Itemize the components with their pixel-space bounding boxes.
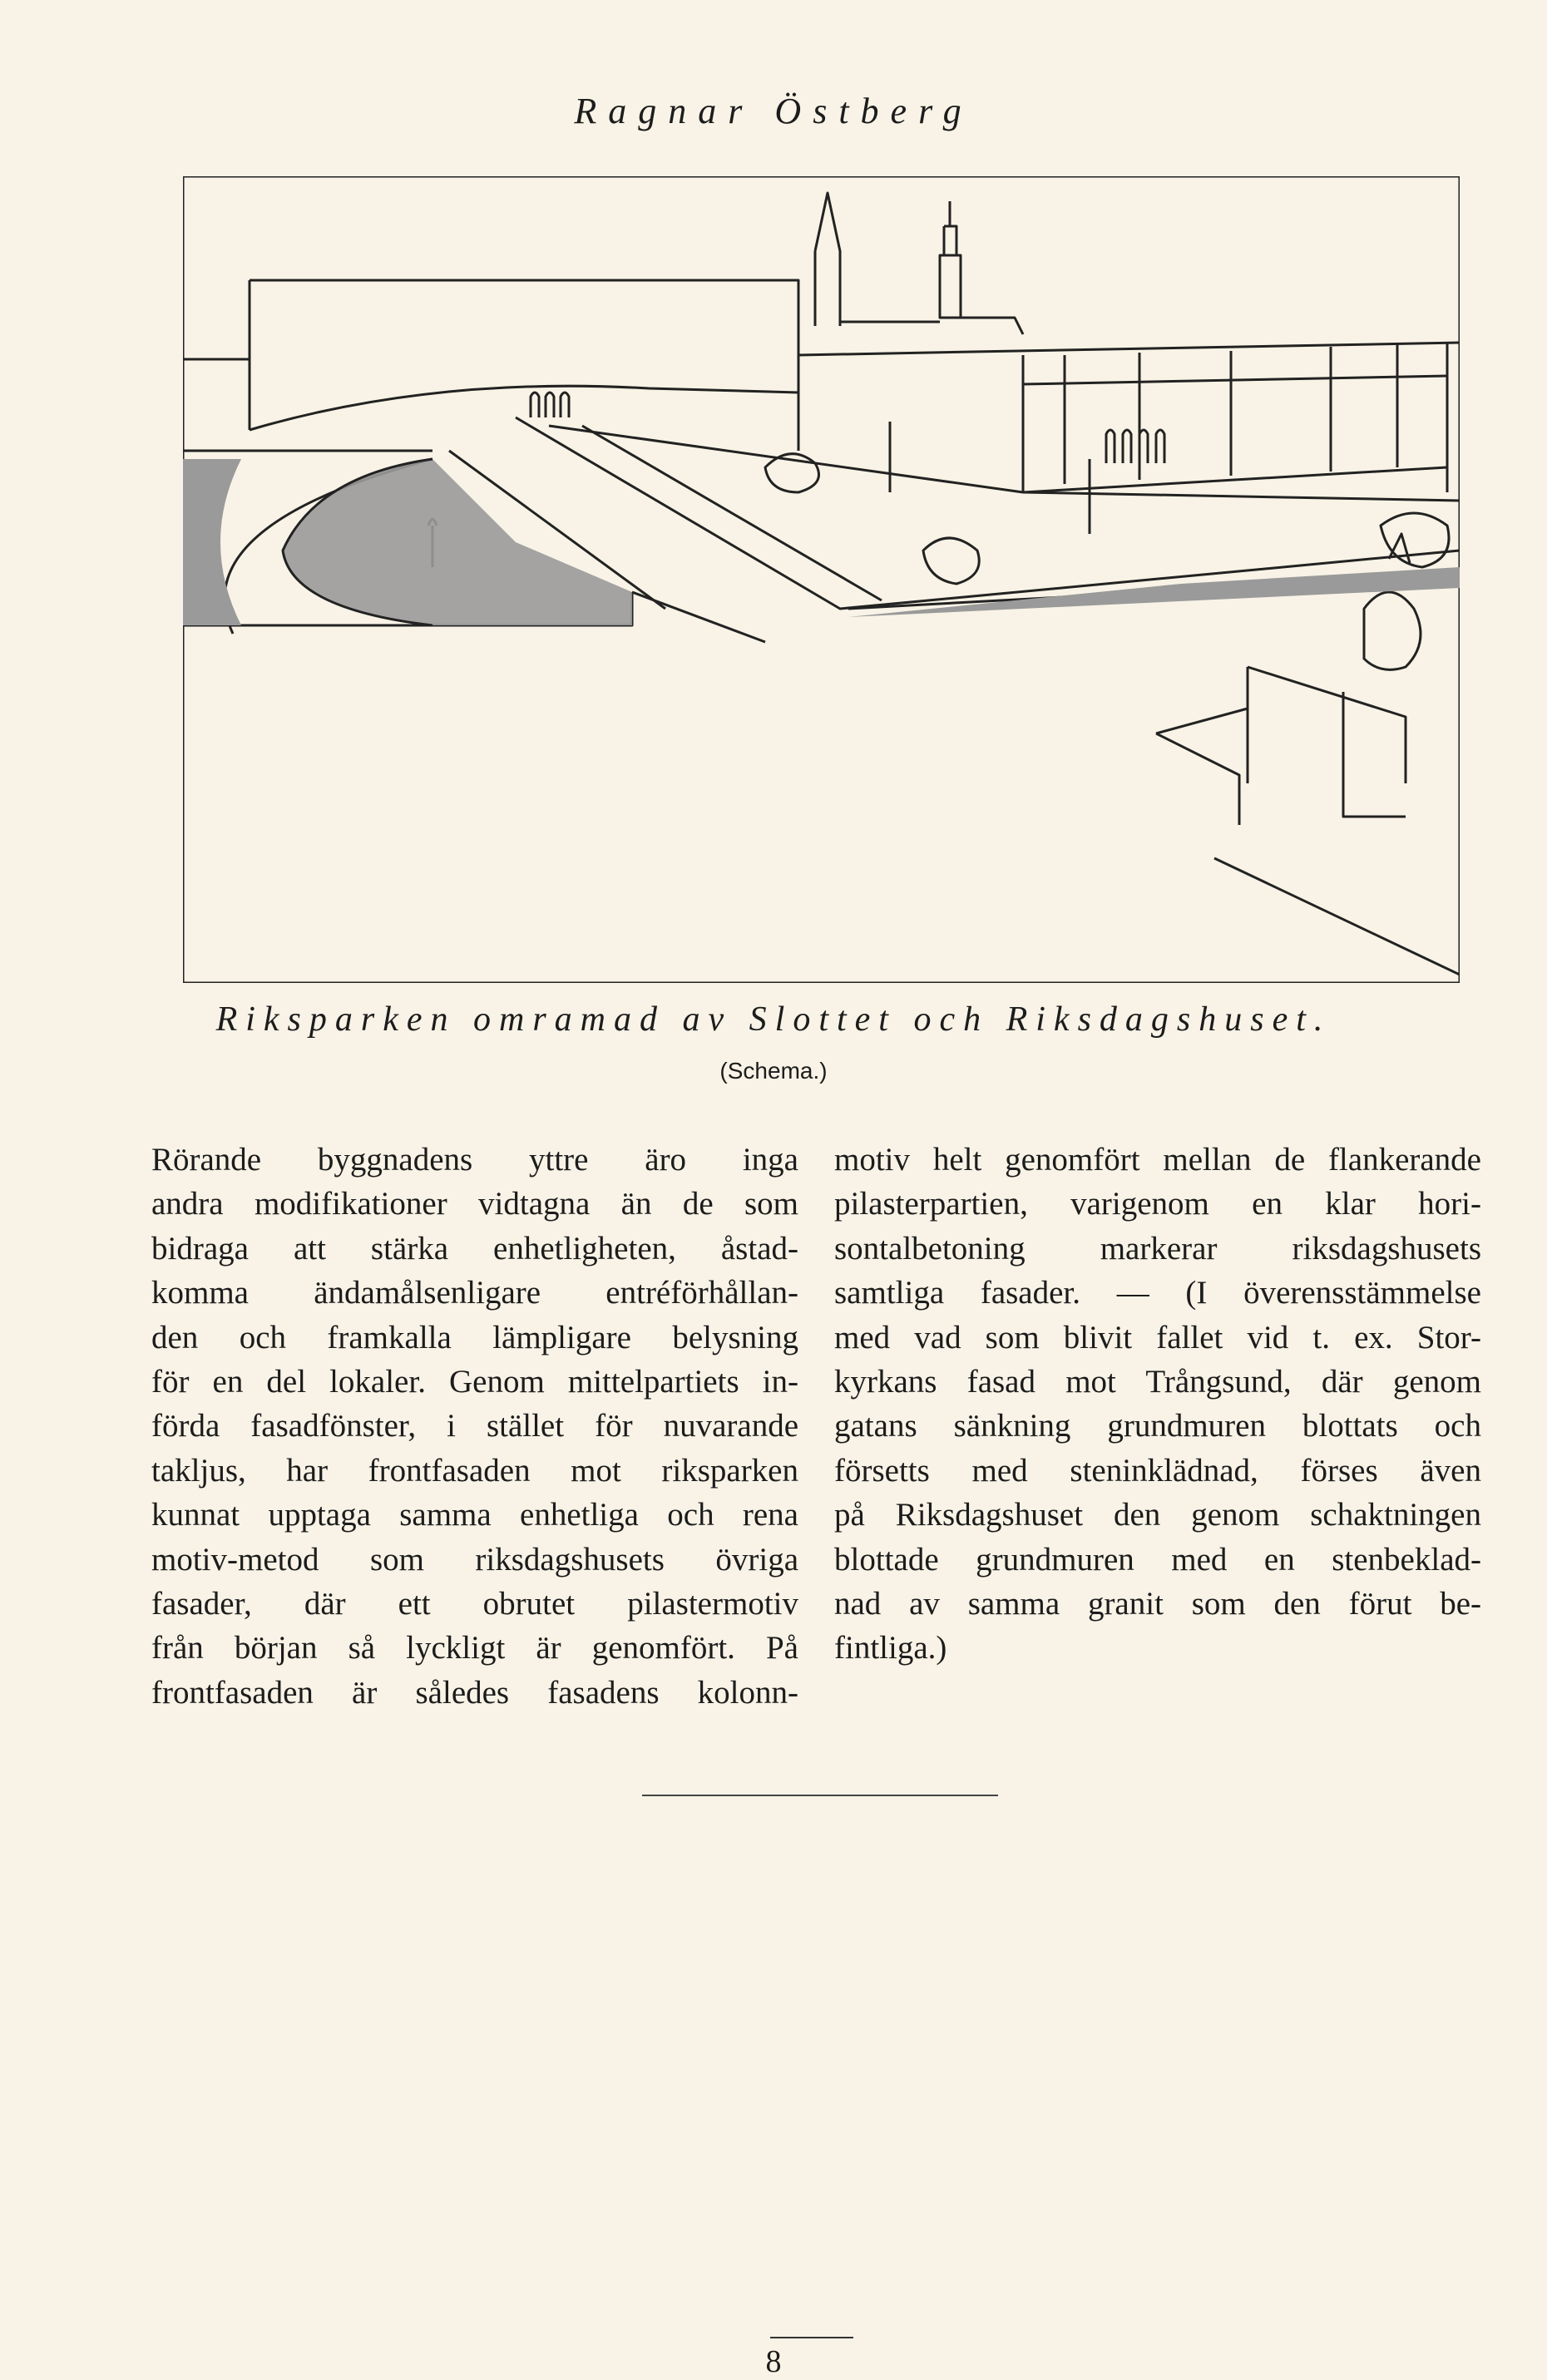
text-line: nad av samma granit som den förut be-	[834, 1586, 1481, 1622]
text-line: försetts med steninklädnad, förses även	[834, 1452, 1481, 1489]
text-line: sontalbetoning markerar riksdagshusets	[834, 1230, 1481, 1267]
text-line: bidraga att stärka enhetligheten, åstad-	[151, 1230, 798, 1267]
text-line: gatans sänkning grundmuren blottats och	[834, 1408, 1481, 1444]
text-line: från början så lyckligt är genomfört. På	[151, 1630, 798, 1666]
text-line: blottade grundmuren med en stenbeklad-	[834, 1541, 1481, 1578]
text-line: motiv-metod som riksdagshusets övriga	[151, 1541, 798, 1578]
text-line: Rörande byggnadens yttre äro inga	[151, 1142, 798, 1178]
text-line: pilasterpartien, varigenom en klar hori-	[834, 1186, 1481, 1222]
text-line: fasader, där ett obrutet pilastermotiv	[151, 1586, 798, 1622]
text-line: kyrkans fasad mot Trångsund, där genom	[834, 1364, 1481, 1400]
riksparken-sketch	[183, 176, 1460, 983]
text-line: frontfasaden är således fasadens kolonn-	[151, 1674, 798, 1711]
figure-caption: Riksparken omramad av Slottet och Riksdagshuset.	[215, 1000, 1332, 1039]
body-column-right	[834, 1138, 1481, 1671]
text-line: kunnat upptaga samma enhetliga och rena	[151, 1497, 798, 1533]
text-line: för en del lokaler. Genom mittelpartiets in-	[151, 1364, 798, 1400]
text-line: fintliga.)	[834, 1630, 947, 1666]
text-line: andra modifikationer vidtagna än de som	[151, 1186, 798, 1222]
page-number: 8	[765, 2344, 782, 2379]
text-line: den och framkalla lämpligare belysning	[151, 1319, 798, 1355]
text-line: komma ändamålsenligare entréförhållan-	[151, 1275, 798, 1311]
text-line: takljus, har frontfasaden mot riksparken	[151, 1452, 798, 1489]
riksparken-illustration	[183, 176, 1460, 983]
text-line: förda fasadfönster, i stället för nuvarande	[151, 1408, 798, 1444]
page-number-rule	[770, 2337, 853, 2338]
text-line: motiv helt genomfört mellan de flankerande	[834, 1142, 1481, 1178]
section-divider	[642, 1795, 998, 1796]
text-line: med vad som blivit fallet vid t. ex. Stor-	[834, 1319, 1481, 1355]
body-column-left	[151, 1138, 798, 1715]
text-line: på Riksdagshuset den genom schaktningen	[834, 1497, 1481, 1533]
text-line: samtliga fasader. — (I överensstämmelse	[834, 1275, 1481, 1311]
running-title: Ragnar Östberg	[574, 91, 973, 131]
figure-caption-note: (Schema.)	[719, 1058, 828, 1084]
